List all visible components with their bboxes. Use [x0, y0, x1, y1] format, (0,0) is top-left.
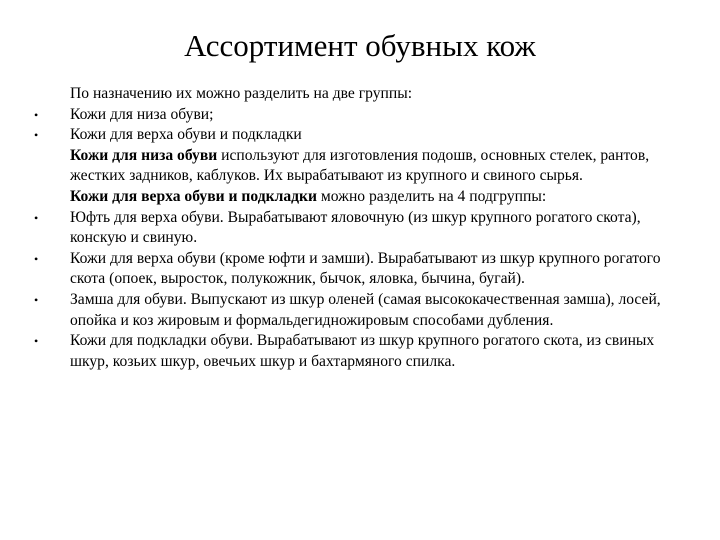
list-item-text: Юфть для верха обуви. Вырабатывают яловочную (из шкур крупного рогатого скота), конскую и свиную.: [70, 208, 641, 247]
list-item: [32, 105, 682, 126]
bullet-icon: •: [34, 107, 39, 122]
list-item: [32, 249, 682, 290]
list-item-text: Кожи для подкладки обуви. Вырабатывают из шкур крупного рогатого скота, из свиных шкур, козьих шкур, овечьих шкур и бахтармяного спилка.: [70, 332, 655, 370]
paragraph-bold-lead: Кожи для низа обуви: [70, 146, 218, 164]
paragraph-upper-leather: [32, 187, 682, 208]
bullet-icon: •: [34, 210, 39, 225]
bullet-spacer: [32, 146, 70, 187]
list-item-text: Кожи для верха обуви и подкладки: [70, 126, 302, 144]
bullet-icon: •: [34, 251, 39, 266]
list-item: [32, 208, 682, 249]
paragraph-text: По назначению их можно разделить на две группы:: [70, 85, 413, 102]
paragraph-text: [70, 187, 682, 208]
list-item: [32, 331, 682, 372]
paragraph-bold-lead: Кожи для верха обуви и подкладки: [70, 187, 317, 205]
list-item: [32, 290, 682, 331]
paragraph-intro: [32, 84, 682, 105]
bullet-spacer: [32, 84, 70, 105]
bullet-icon: •: [34, 292, 39, 307]
list-item-text: Кожи для низа обуви;: [70, 105, 214, 123]
bullet-icon: •: [34, 128, 39, 143]
paragraph-text: [70, 146, 682, 187]
list-item-text: Кожи для верха обуви (кроме юфти и замши). Вырабатывают из шкур крупного рогатого скота (опоек, выросток, полукожник, бычок, яловка, бычина, бугай).: [70, 249, 661, 288]
bullet-icon: •: [34, 334, 39, 349]
bullet-spacer: [32, 187, 70, 208]
paragraph-bottom-leather: [32, 146, 682, 187]
paragraph-body: можно разделить на 4 подгруппы:: [317, 187, 547, 205]
slide-content: [32, 84, 682, 372]
list-item-text: Замша для обуви. Выпускают из шкур оленей (самая высококачественная замша), лосей, опойка и коз жировым и формальдегидножировым способами дубления.: [70, 290, 661, 329]
list-item: [32, 125, 682, 146]
paragraph-body: используют для изготовления подошв, основных стелек, рантов, жестких задников, каблуков. Их вырабатывают из крупного и свиного сырья.: [70, 146, 650, 185]
slide-title: Ассортимент обувных кож: [184, 28, 536, 63]
